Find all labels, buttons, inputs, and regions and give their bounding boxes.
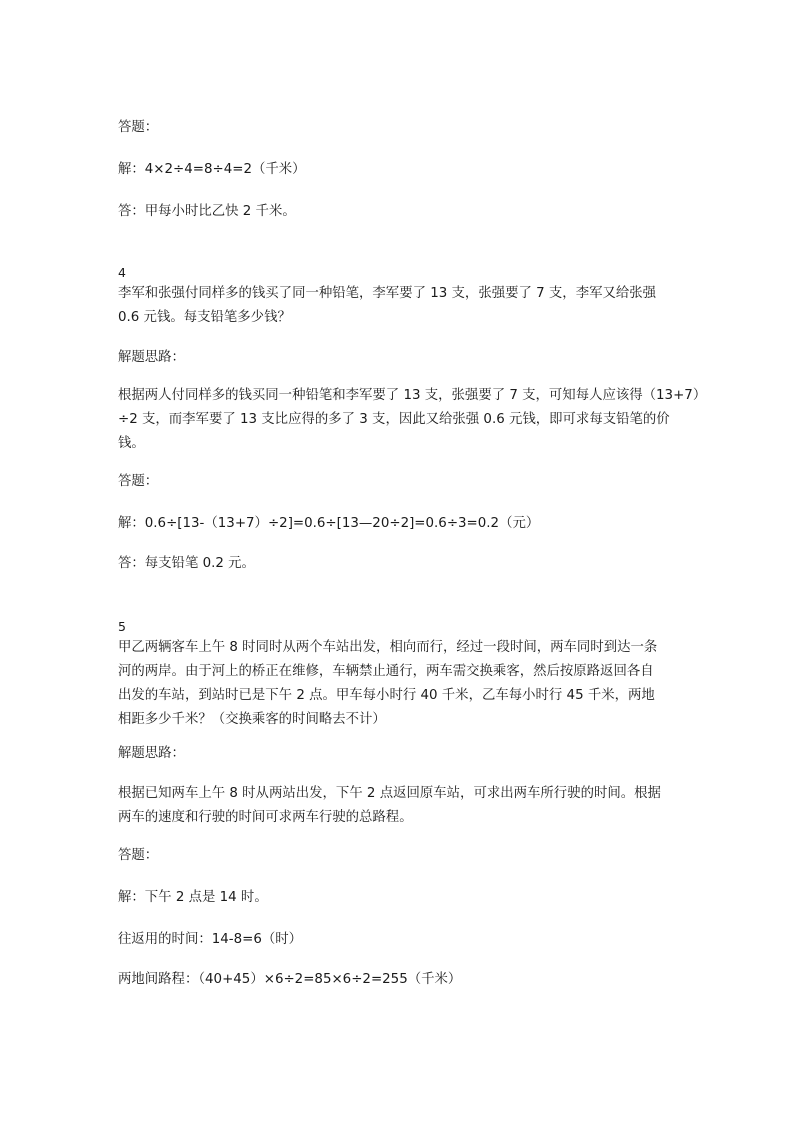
question-line: 李军和张强付同样多的钱买了同一种铅笔，李军要了 13 支，张强要了 7 支，李军又给张强 [118,286,657,301]
answer-heading: 答题： [118,474,159,489]
solution-line: 解：4×2÷4=8÷4=2（千米） [118,162,306,177]
solution-line: 解：下午 2 点是 14 时。 [118,890,268,905]
approach-line: 两车的速度和行驶的时间可求两车行驶的总路程。 [118,810,413,825]
solution-line: 往返用的时间：14-8=6（时） [118,932,303,947]
approach-heading: 解题思路： [118,350,185,365]
answer-heading: 答题： [118,848,159,863]
question-line: 出发的车站，到站时已是下午 2 点。甲车每小时行 40 千米，乙车每小时行 45 千米，两地 [118,688,655,703]
approach-text [118,782,688,830]
solution-line: 解：0.6÷[13-（13+7）÷2]=0.6÷[13—20÷2]=0.6÷3=0.2（元） [118,516,540,531]
question-number: 5 [118,619,126,634]
question-line: 相距多少千米？（交换乘客的时间略去不计） [118,712,386,727]
answer-line: 答：每支铅笔 0.2 元。 [118,556,255,571]
question-number: 4 [118,265,126,280]
approach-line: 根据已知两车上午 8 时从两站出发，下午 2 点返回原车站，可求出两车所行驶的时间。根据 [118,786,661,801]
question-line: 0.6 元钱。每支铅笔多少钱？ [118,310,291,325]
question-line: 甲乙两辆客车上午 8 时同时从两个车站出发，相向而行，经过一段时间，两车同时到达一条 [118,640,658,655]
answer-heading: 答题： [118,120,159,135]
approach-heading: 解题思路： [118,746,185,761]
question-line: 河的两岸。由于河上的桥正在维修，车辆禁止通行，两车需交换乘客，然后按原路返回各自 [118,664,654,679]
question-text [118,636,688,732]
approach-text [118,384,707,456]
question-text [118,282,688,330]
answer-line: 答：甲每小时比乙快 2 千米。 [118,204,296,219]
approach-line: 根据两人付同样多的钱买同一种铅笔和李军要了 13 支，张强要了 7 支，可知每人应该得（13+7） [118,388,707,403]
approach-line: ÷2 支，而李军要了 13 支比应得的多了 3 支，因此又给张强 0.6 元钱，即可求每支铅笔的价 [118,412,670,427]
solution-line: 两地间路程：（40+45）×6÷2=85×6÷2=255（千米） [118,972,462,987]
approach-line: 钱。 [118,436,145,451]
